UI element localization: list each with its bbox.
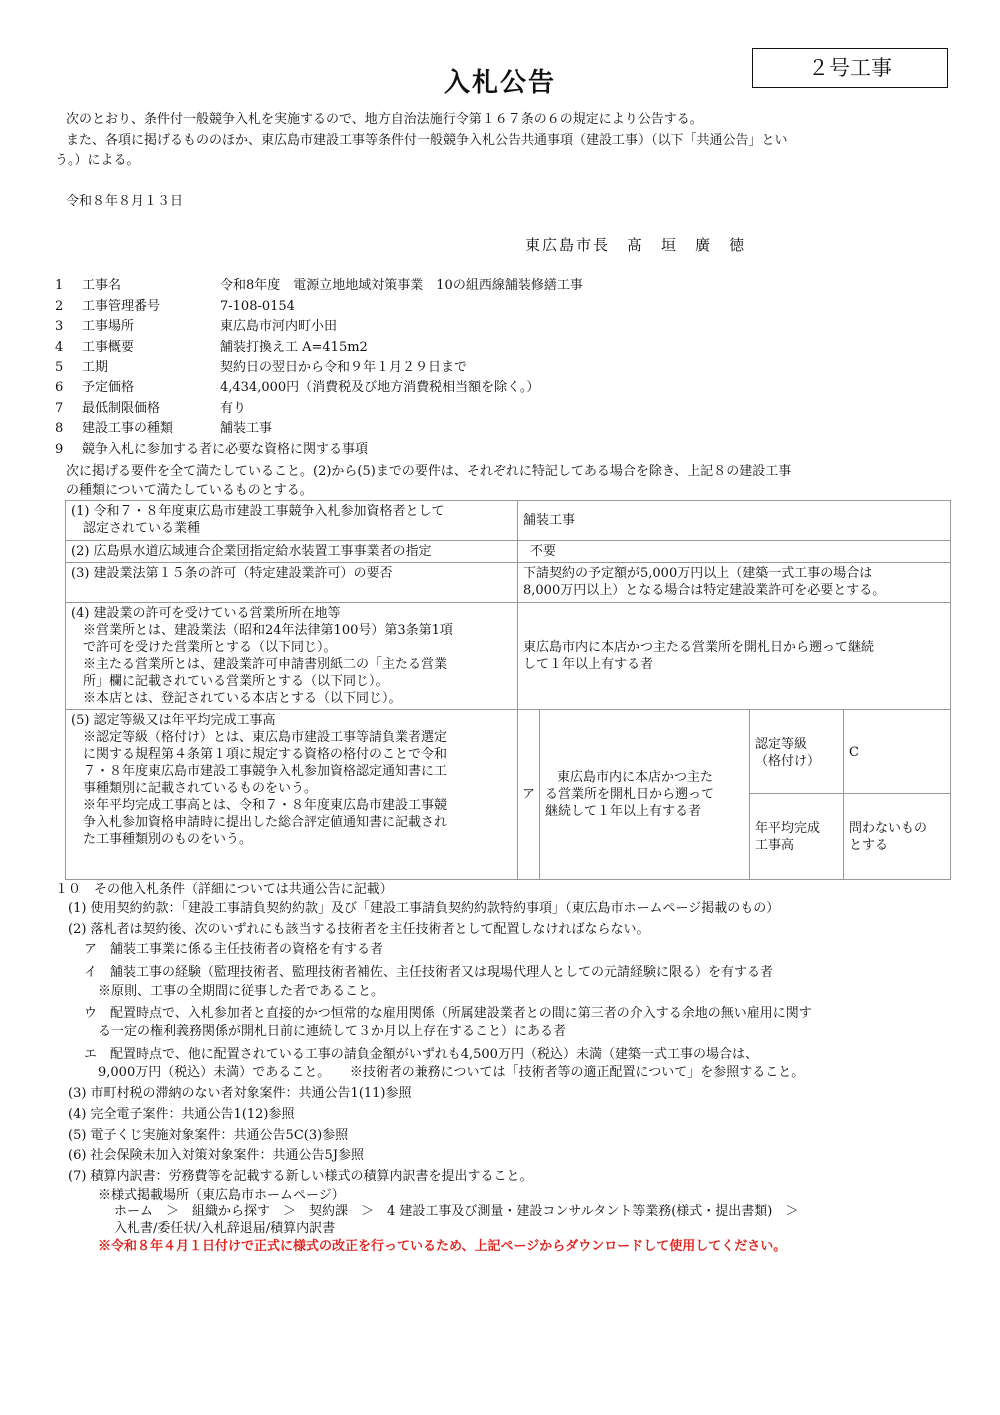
item-value: 7-108-0154 <box>220 299 295 314</box>
average-completion-label: 年平均完成 工事高 <box>750 794 844 880</box>
item-label: 工事場所 <box>82 319 135 334</box>
item-value: 令和8年度 電源立地地域対策事業 10の組西線舗装修繕工事 <box>220 278 583 293</box>
requirement-label: (4) 建設業の許可を受けている営業所所在地等 ※営業所とは、建設業法（昭和24年法律第100号）第3条第1項 で許可を受けた営業所とする（以下同じ）。 ※主たる営業所とは、建設業許可申請書別紙二の「主たる営業 所」欄に記載されている営業所とする（以下同じ）。 ※本店とは、登記されている本店とする（以下同じ）。 <box>66 603 518 710</box>
requirement-value: 東広島市内に本店かつ主たる営業所を開札日から遡って継続 して１年以上有する者 <box>518 603 951 710</box>
requirement-label: (5) 認定等級又は年平均完成工事高 ※認定等級（格付け）とは、東広島市建設工事等請負業者選定 に関する規程第４条第１項に規定する資格の格付のことで令和 ７・８年度東広島市建設工事競争入札参加資格認定通知書に工 事種類別に記載されているものをいう。 ※年平均完成工事高とは、令和７・８年度東広島市建設工事競 争入札参加資格申請時に提出した総合評定値通知書に記載され た工事種類別のものをいう。 <box>66 710 518 880</box>
item-value: 東広島市河内町小田 <box>220 319 338 334</box>
sec10-subitem: ア 舗装工事業に係る主任技術者の資格を有する者 <box>84 942 384 957</box>
sec10-subitem: る一定の権利義務関係が開札日前に連続して３か月以上存在すること）にある者 <box>98 1024 567 1039</box>
sec10-subitem: イ 舗装工事の経験（監理技術者、監理技術者補佐、主任技術者又は現場代理人としての元請経験に限る）を有する者 <box>84 965 774 980</box>
requirement-label: (2) 広島県水道広域連合企業団指定給水装置工事事業者の指定 <box>66 541 518 563</box>
item-number: 1 <box>55 278 64 293</box>
requirement-value: 不要 <box>518 541 951 563</box>
item-value: 舗装工事 <box>220 421 273 436</box>
table-row <box>66 501 951 541</box>
requirement-value: 舗装工事 <box>518 501 951 541</box>
table-row <box>66 603 951 710</box>
sec9-intro-2: の種類について満たしているものとする。 <box>66 483 313 498</box>
requirement-label: (3) 建設業法第１５条の許可（特定建設業許可）の要否 <box>66 563 518 603</box>
sec10-item: (4) 完全電子案件：共通公告1(12)参照 <box>68 1107 295 1122</box>
item-number: 6 <box>55 380 64 395</box>
item-label: 工期 <box>82 360 109 375</box>
item-number: 2 <box>55 299 64 314</box>
sec10-subitem: 9,000万円（税込）未満）であること。 ※技術者の兼務については「技術者等の適正配置について」を参照すること。 <box>98 1065 805 1080</box>
sec10-item: (1) 使用契約約款：「建設工事請負契約約款」及び「建設工事請負契約約款特約事項」（東広島市ホームページ掲載のもの） <box>68 901 780 916</box>
sec10-item: (2) 落札者は契約後、次のいずれにも該当する技術者を主任技術者として配置しなければならない。 <box>68 922 650 937</box>
table-row <box>66 541 951 563</box>
sec10-subitem: エ 配置時点で、他に配置されている工事の請負金額がいずれも4,500万円（税込）未満（建築一式工事の場合は、 <box>84 1047 758 1062</box>
sec10-subitem: ウ 配置時点で、入札参加者と直接的かつ恒常的な雇用関係（所属建設業者との間に第三者の介入する余地の無い雇用に関す <box>84 1006 812 1021</box>
item-label: 工事名 <box>82 278 122 293</box>
red-notice: ※令和８年４月１日付けで正式に様式の改正を行っているため、上記ページからダウンロードして使用してください。 <box>98 1239 787 1254</box>
sec10-subitem: ※原則、工事の全期間に従事した者であること。 <box>98 984 385 999</box>
item-value: 有り <box>220 401 247 416</box>
construction-number-badge: ２号工事 <box>752 48 948 88</box>
page-title: 入札公告 <box>443 68 556 98</box>
sec9-intro-1: 次に掲げる要件を全て満たしていること。(2)から(5)までの要件は、それぞれに特記してある場合を除き、上記８の建設工事 <box>66 464 792 479</box>
sec10-item: (5) 電子くじ実施対象案件：共通公告5C(3)参照 <box>68 1128 349 1143</box>
item-label: 予定価格 <box>82 380 135 395</box>
average-completion-value: 問わないもの とする <box>844 794 951 880</box>
table-row <box>66 563 951 603</box>
sec10-item: (7) 積算内訳書：労務費等を記載する新しい様式の積算内訳書を提出すること。 <box>68 1169 533 1184</box>
sec10-item: (3) 市町村税の滞納のない者対象案件：共通公告1(11)参照 <box>68 1086 412 1101</box>
intro-line-2: また、各項に掲げるもののほか、東広島市建設工事等条件付一般競争入札公告共通事項（建設工事）（以下「共通公告」とい <box>66 133 788 148</box>
condition-text: 東広島市内に本店かつ主た る営業所を開札日から遡って 継続して１年以上有する者 <box>540 710 750 880</box>
sec10-item: (6) 社会保険未加入対策対象案件：共通公告5J参照 <box>68 1148 365 1163</box>
item-value: 4,434,000円（消費税及び地方消費税相当額を除く。） <box>220 380 540 395</box>
item-value: 契約日の翌日から令和９年１月２９日まで <box>220 360 468 375</box>
grade-value: C <box>844 710 951 794</box>
item-number: 7 <box>55 401 64 416</box>
sec10-heading: １０ その他入札条件（詳細については共通公告に記載） <box>55 882 393 897</box>
condition-marker: ア <box>518 710 540 880</box>
requirement-value: 下請契約の予定額が5,000万円以上（建築一式工事の場合は 8,000万円以上）となる場合は特定建設業許可を必要とする。 <box>518 563 951 603</box>
notice-date: 令和８年８月１３日 <box>66 194 184 209</box>
item-label: 最低制限価格 <box>82 401 161 416</box>
mayor-name: 東広島市長 髙 垣 廣 徳 <box>525 236 747 254</box>
sec10-subitem: ※様式掲載場所（東広島市ホームページ） <box>98 1188 345 1203</box>
item-number: 4 <box>55 340 64 355</box>
requirements-table <box>65 500 951 880</box>
item-number: 9 <box>55 442 64 457</box>
table-row <box>66 710 951 794</box>
grade-label: 認定等級 （格付け） <box>750 710 844 794</box>
item-label: 工事管理番号 <box>82 299 161 314</box>
item-label: 工事概要 <box>82 340 135 355</box>
item-number: 5 <box>55 360 64 375</box>
item-value: 舗装打換え工 A=415m2 <box>220 340 368 355</box>
sec10-subitem: 入札書/委任状/入札辞退届/積算内訳書 <box>114 1221 336 1236</box>
requirement-label: (1) 令和７・８年度東広島市建設工事競争入札参加資格者として 認定されている業種 <box>66 501 518 541</box>
item-label: 建設工事の種類 <box>82 421 174 436</box>
item-number: 8 <box>55 421 64 436</box>
item-number: 3 <box>55 319 64 334</box>
sec10-subitem: ホーム ＞ 組織から探す ＞ 契約課 ＞ 4 建設工事及び測量・建設コンサルタント等業務(様式・提出書類) ＞ <box>114 1204 799 1219</box>
intro-line-3: う。）による。 <box>55 153 140 168</box>
intro-line-1: 次のとおり、条件付一般競争入札を実施するので、地方自治法施行令第１６７条の６の規定により公告する。 <box>66 112 703 127</box>
item-label: 競争入札に参加する者に必要な資格に関する事項 <box>82 442 369 457</box>
